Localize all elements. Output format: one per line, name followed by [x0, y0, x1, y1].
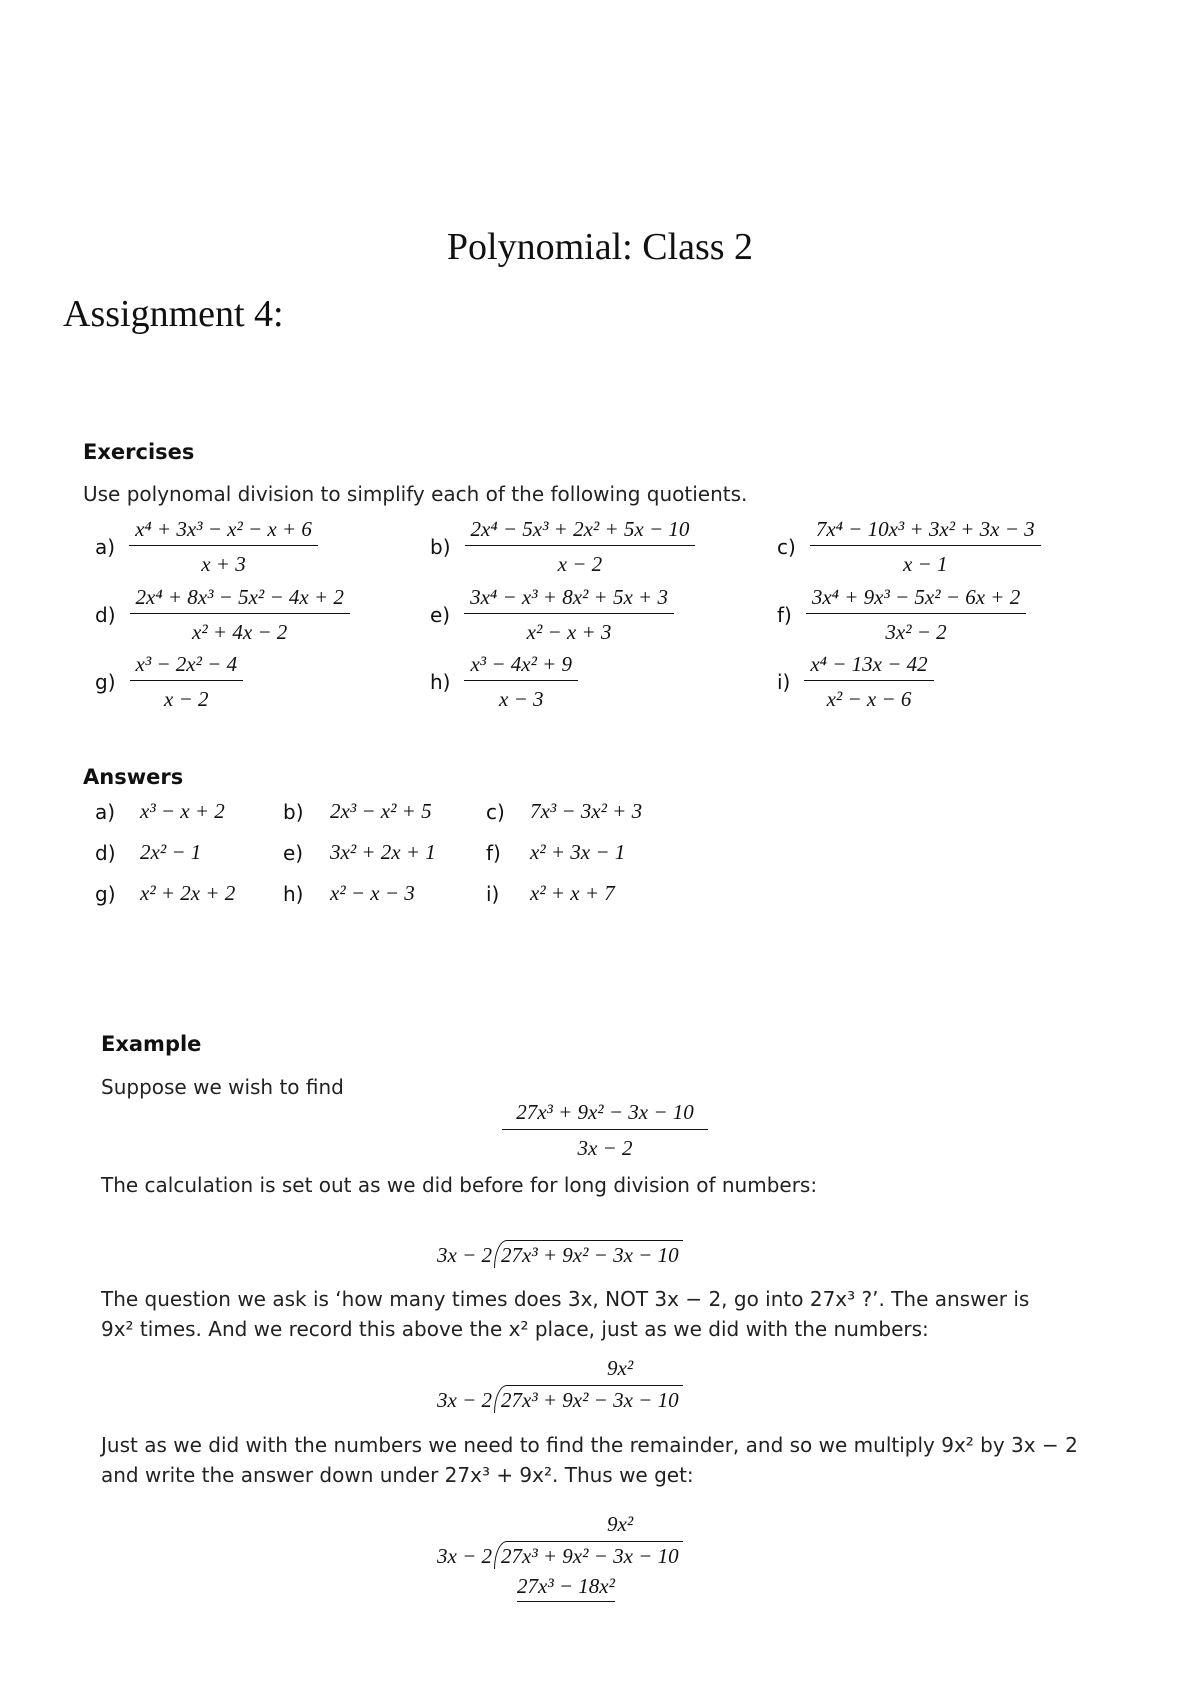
answer-label: d) — [95, 841, 116, 865]
exercise-fraction — [464, 585, 674, 645]
exercise-item — [430, 517, 695, 577]
dividend: 27x³ + 9x² − 3x − 10 — [494, 1240, 683, 1268]
assignment-heading: Assignment 4: — [63, 293, 284, 335]
denominator: x² − x + 3 — [526, 620, 612, 644]
exercise-label: i) — [777, 670, 791, 694]
answer-label: g) — [95, 882, 116, 906]
example-fraction — [502, 1100, 708, 1161]
product-row — [517, 1574, 615, 1602]
exercise-label: c) — [777, 535, 796, 559]
exercise-label: b) — [430, 535, 451, 559]
exercise-item — [430, 652, 578, 712]
exercise-label: a) — [95, 535, 116, 559]
numerator: x⁴ − 13x − 42 — [804, 652, 933, 681]
dividend: 27x³ + 9x² − 3x − 10 — [494, 1385, 683, 1413]
answer-value: x² + 2x + 2 — [140, 881, 236, 905]
example-para-3b: and write the answer down under 27x³ + 9x². Thus we get: — [101, 1463, 694, 1487]
numerator: 7x⁴ − 10x³ + 3x² + 3x − 3 — [810, 517, 1041, 546]
answers-heading: Answers — [83, 765, 184, 789]
denominator: 3x² − 2 — [885, 620, 947, 644]
long-division-step-2 — [437, 1385, 683, 1413]
denominator: x + 3 — [201, 552, 246, 576]
quotient-step-3: 9x² — [607, 1512, 634, 1536]
answer-value: 2x² − 1 — [140, 840, 202, 864]
exercise-fraction — [464, 652, 578, 712]
exercise-item — [95, 585, 350, 645]
denominator: x − 2 — [164, 687, 209, 711]
numerator: x⁴ + 3x³ − x² − x + 6 — [129, 517, 318, 546]
numerator: 2x⁴ − 5x³ + 2x² + 5x − 10 — [465, 517, 696, 546]
answer-label: c) — [486, 800, 505, 824]
example-para-2b: 9x² times. And we record this above the x² place, just as we did with the numbers: — [101, 1317, 929, 1341]
numerator: 3x⁴ + 9x³ − 5x² − 6x + 2 — [806, 585, 1026, 614]
denominator: x − 1 — [902, 552, 948, 576]
answer-value: 2x³ − x² + 5 — [330, 799, 432, 823]
answer-label: h) — [283, 882, 304, 906]
exercises-heading: Exercises — [83, 440, 195, 464]
denominator: x² − x − 6 — [826, 687, 912, 711]
example-para-2a: The question we ask is ‘how many times does 3x, NOT 3x − 2, go into 27x³ ?’. The answer is — [101, 1287, 1030, 1311]
exercise-fraction — [806, 585, 1026, 645]
answer-value: x² + x + 7 — [530, 881, 615, 905]
numerator: x³ − 4x² + 9 — [464, 652, 578, 681]
exercise-label: e) — [430, 603, 451, 627]
answer-value: 3x² + 2x + 1 — [330, 840, 436, 864]
numerator: 27x³ + 9x² − 3x − 10 — [502, 1100, 708, 1130]
example-heading: Example — [101, 1032, 202, 1056]
page-title: Polynomial: Class 2 — [446, 226, 754, 268]
divisor: 3x − 2 — [437, 1388, 492, 1412]
exercise-item — [777, 652, 934, 712]
answer-label: f) — [486, 841, 501, 865]
long-division-step-1 — [437, 1240, 683, 1268]
exercise-label: f) — [777, 603, 792, 627]
exercise-fraction — [129, 517, 318, 577]
exercise-label: h) — [430, 670, 451, 694]
answer-label: b) — [283, 800, 304, 824]
answer-value: 7x³ − 3x² + 3 — [530, 799, 643, 823]
exercise-fraction — [130, 652, 244, 712]
answer-label: a) — [95, 800, 116, 824]
exercise-item — [777, 585, 1026, 645]
denominator: 3x − 2 — [577, 1136, 633, 1160]
exercise-label: g) — [95, 670, 116, 694]
exercise-item — [95, 517, 318, 577]
denominator: x − 2 — [557, 552, 603, 576]
exercise-fraction — [810, 517, 1041, 577]
example-intro: Suppose we wish to find — [101, 1075, 344, 1099]
exercise-fraction — [465, 517, 696, 577]
dividend: 27x³ + 9x² − 3x − 10 — [494, 1541, 683, 1569]
example-fraction-wrap — [0, 1100, 1200, 1161]
example-para-3a: Just as we did with the numbers we need to find the remainder, and so we multiply 9x² by 3x − 2 — [101, 1433, 1078, 1457]
denominator: x − 3 — [499, 687, 544, 711]
exercise-fraction — [130, 585, 350, 645]
product: 27x³ − 18x² — [517, 1574, 615, 1602]
numerator: 2x⁴ + 8x³ − 5x² − 4x + 2 — [130, 585, 350, 614]
numerator: x³ − 2x² − 4 — [130, 652, 244, 681]
exercises-instruction: Use polynomal division to simplify each of the following quotients. — [83, 482, 748, 506]
answer-value: x³ − x + 2 — [140, 799, 225, 823]
denominator: x² + 4x − 2 — [192, 620, 288, 644]
answer-value: x² − x − 3 — [330, 881, 415, 905]
answer-value: x² + 3x − 1 — [530, 840, 626, 864]
exercise-label: d) — [95, 603, 116, 627]
exercise-item — [777, 517, 1041, 577]
answer-label: i) — [486, 882, 500, 906]
divisor: 3x − 2 — [437, 1544, 492, 1568]
numerator: 3x⁴ − x³ + 8x² + 5x + 3 — [464, 585, 674, 614]
quotient-step-2: 9x² — [607, 1356, 634, 1380]
example-para-1: The calculation is set out as we did before for long division of numbers: — [101, 1173, 818, 1197]
divisor: 3x − 2 — [437, 1243, 492, 1267]
exercise-item — [430, 585, 674, 645]
exercise-fraction — [804, 652, 933, 712]
long-division-step-3 — [437, 1541, 683, 1569]
answer-label: e) — [283, 841, 304, 865]
exercise-item — [95, 652, 243, 712]
